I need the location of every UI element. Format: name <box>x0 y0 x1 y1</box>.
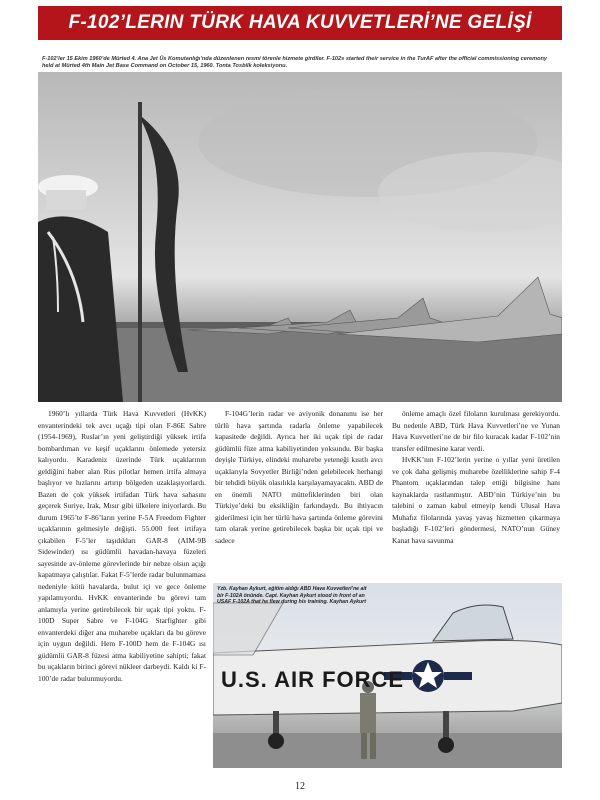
pilot-photo <box>213 583 562 768</box>
article-paragraph: HvKK’nın F-102’lerin yerine o yıllar yeni üretilen ve çok daha gelişmiş muharebe özelliklerine sahip F-4 Phantom uçaklarından talep ettiği bilgisine hanı kaynaklarda rastlanmıştır. ABD’nin Türkiye’nin bu talebini o zaman kabul etmeyip kendi Ulusal Hava Muhafız filolarında yavaş yavaş hizmetten çıkarmaya başladığı F-102’leri göndermesi, NATO’nun Güney Kanat hava savunma <box>392 455 560 545</box>
article-column-3 <box>392 408 560 582</box>
page-number: 12 <box>295 781 305 792</box>
pilot-photo-caption: Yzb. Kayhan Aykurt, eğitim aldığı ABD Hava Kuvvetleri’ne ait bir F-102A önünde. Capt. Kayhan Aykurt stood in front of an USAF F-102A that he flew during his training. Kayhan Aykurt <box>217 586 367 606</box>
ceremony-photo-caption: F-102’ler 15 Ekim 1960’de Mürted 4. Ana Jet Üs Komutanlığı’nda düzenlenen resmi törenle hizmete girdiler. F-102s started their service in the TurAF after the official commissioning ceremony held at Mürted 4th Main Jet Base Command on October 15, 1960. Tonta Tosbilk koleksiyonu. <box>42 56 548 69</box>
aircraft-marking-text: U.S. AIR FORCE <box>221 667 405 692</box>
article-column-1 <box>38 408 206 684</box>
ceremony-illustration <box>38 72 562 402</box>
article-paragraph: F-104G’lerin radar ve aviyonik donanımı ise her türlü hava şartında radarla önleme yapabilecek kapasitede değildi. Ayrıca her iki uçak tipi de radar güdümlü füze atma kabiliyetinden yoksundu. Bir başka deyişle Türkiye, elindeki muharebe yeteneği kısıtlı avcı uçaklarıyla Sovyetler Birliği’nden gelebilecek herhangi bir tehdidi büyük olasılıkla karşılayamayacaktı. ABD de en önemli NATO müttefiklerinden biri olan Türkiye’deki bu eksikliğin farkındaydı. Bu ihtiyacın giderilmesi için her türlü hava şartında önleme görevini tam olarak yerine getirebilecek başka bir uçak tipi ve sadece <box>215 409 383 545</box>
article-paragraph: önleme amaçlı özel filoların kurulması gerekiyordu. Bu nedenle ABD, Türk Hava Kuvvetleri’ne ve Yunan Hava Kuvvetleri’ne de bir filo kuracak kadar F-102’nin transfer edilmesine karar verdi. <box>392 409 560 453</box>
ceremony-photo <box>38 54 562 402</box>
page-title: F-102’LERIN TÜRK HAVA KUVVETLERİ’NE GELİŞİ <box>38 6 562 40</box>
ceremony-scene <box>38 72 562 402</box>
article-column-2 <box>215 408 383 546</box>
article-paragraph: 1960’lı yıllarda Türk Hava Kuvvetleri (HvKK) envanterindeki tek avcı uçağı tipi olan F-86E Sabre (1954-1969), Ruslar’ın yeni geliştirdiği yüksek irtifa bombardıman ve keşif uçaklarını önlemede yetersiz kalıyordu. Karadeniz üzerinde Türk uçaklarının geldiğini haber alan Rus pilotlar hemen irtifa almaya başlıyor ve hızlarını artırıp bölgeden uzaklaşıyorlardı. Bazen de çok yüksek irtifadan Türk hava sahasını geçerek Suriye, Irak, Mısır gibi ülkelere iniyorlardı. Bu durum 1965’te F-86’ların yerine F-5A Freedom Fighter uçaklarının gelmesiyle değişti. 55.000 feet irtifaya çıkabilen F-5’ler taşıdıkları GAR-8 (AIM-9B Sidewinder) ısı güdümlü havadan-havaya füzeleri sayesinde av-önleme görevlerinde bir nebze olsun açığı kapatmaya çalıştılar. Fakat F-5’lerde radar bulunmaması nedeniyle kötü havalarda, bulut içi ve gece önleme yapılamıyordu. HvKK envanterinde bu görevi tam anlamıyla yerine getirebilecek bir uçak tipi yoktu. F-100D Super Sabre ve F-104G Starfighter gibi envanterdeki diğer ana muharebe uçakları da bu göreve için uygun değildi. Hem F-100D hem de F-104G ısı güdümlü GAR-8 füzesi atma kabiliyetine sahipti; fakat bu uçakların birinci görevi nükleer darbeydi. Kaldı ki F-100’de radar bulunmuyordu. <box>38 409 206 683</box>
